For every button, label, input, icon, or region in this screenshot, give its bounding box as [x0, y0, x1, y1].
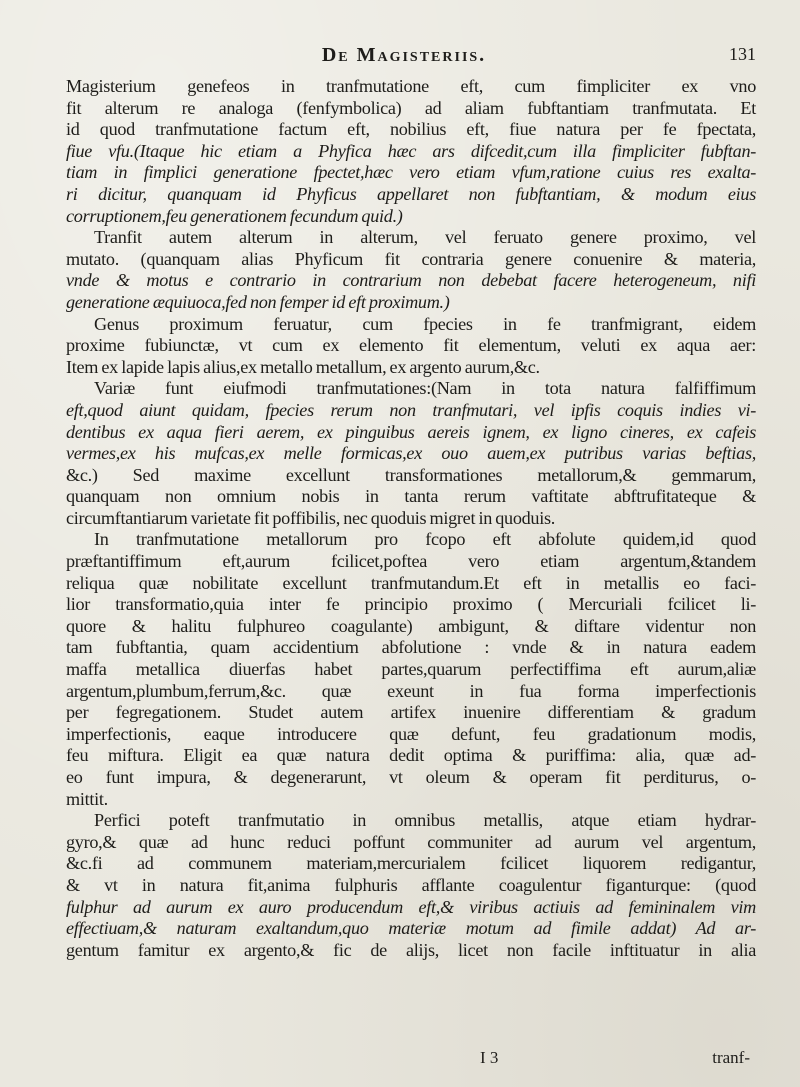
running-header — [48, 40, 760, 70]
text-line: ri dicitur, quanquam id Phyficus appellaret non fubftantiam, & modum eius — [66, 183, 756, 204]
text-line: lior transformatio,quia inter fe principio proximo ( Mercuriali fcilicet li- — [66, 594, 756, 615]
text-line: imperfectionis, eaque introducere quæ defunt, feu gradationum modis, — [66, 723, 756, 744]
text-line: &c.) Sed maxime excellunt transformationes metallorum,& gemmarum, — [66, 464, 756, 485]
text-line: fit alterum re analoga (fenfymbolica) ad aliam fubftantiam tranfmutata. Et — [66, 97, 756, 118]
running-title: De Magisteriis. — [321, 44, 487, 66]
text-line: dentibus ex aqua fieri aerem, ex pinguibus aereis ignem, ex ligno cineres, ex cafeis — [66, 421, 756, 442]
page-number: 131 — [729, 44, 756, 64]
text-line: feu miftura. Eligit ea quæ natura dedit optima & puriffima: alia, quæ ad- — [66, 745, 756, 766]
text-line: reliqua quæ nobilitate excellunt tranfmutandum.Et eft in metallis eo faci- — [66, 572, 756, 593]
text-line: Item ex lapide lapis alius,ex metallo metallum, ex argento aurum,&c. — [66, 356, 540, 377]
text-line: & vt in natura fit,anima fulphuris afflante coagulentur figanturque: (quod — [66, 874, 756, 895]
text-line: gentum famitur ex argento,& fic de alijs, licet non facile inftituatur in alia — [66, 939, 756, 960]
text-line: effectiuam,& naturam exaltandum,quo materiæ motum ad fimile addat) Ad ar- — [66, 918, 756, 939]
text-line: Magisterium genefeos in tranfmutatione eft, cum fimpliciter ex vno — [66, 76, 756, 96]
text-line: Genus proximum feruatur, cum fpecies in fe tranfmigrant, eidem — [94, 313, 756, 334]
text-line: per fegregationem. Studet autem artifex inuenire differentiam & gradum — [66, 702, 756, 723]
body-text — [66, 76, 756, 961]
text-line: maffa metallica diuerfas habet partes,quarum perfectiffima eft aurum,aliæ — [66, 659, 756, 680]
text-line: eo funt impura, & degenerarunt, vt oleum & operam fit perditurus, o- — [66, 767, 756, 787]
text-line: vermes,ex his mufcas,ex melle formicas,ex ouo auem,ex putribus varias beftias, — [66, 443, 756, 464]
catchword: tranf- — [712, 1048, 750, 1067]
text-line: eft,quod aiunt quidam, fpecies rerum non tranfmutari, vel ipfis coquis indies vi- — [66, 399, 756, 420]
text-line: Perfici poteft tranfmutatio in omnibus metallis, atque etiam hydrar- — [94, 810, 756, 831]
text-line: gyro,& quæ ad hunc reduci poffunt communiter ad aurum vel argentum, — [66, 831, 756, 852]
text-line: Tranfit autem alterum in alterum, vel feruato genere proximo, vel — [94, 227, 756, 248]
text-line: mittit. — [66, 788, 108, 809]
text-line: mutato. (quanquam alias Phyficum fit contraria genere conuenire & materia, — [66, 248, 756, 269]
signature-mark: I 3 — [480, 1048, 499, 1067]
text-line: In tranfmutatione metallorum pro fcopo eft abfolute quidem,id quod — [94, 529, 756, 550]
page-footer — [66, 1048, 756, 1072]
text-line: &c.fi ad communem materiam,mercurialem fcilicet liquorem redigantur, — [66, 853, 756, 874]
text-line: vnde & motus e contrario in contrarium non debebat facere heterogeneum, nifi — [66, 270, 756, 291]
text-line: Variæ funt eiufmodi tranfmutationes:(Nam in tota natura falfiffimum — [94, 378, 756, 399]
text-line: quanquam non omnium nobis in tanta rerum vaftitate abftrufitateque & — [66, 486, 756, 507]
text-line: generatione æquiuoca,fed non femper id eft proximum.) — [66, 291, 450, 312]
text-line: argentum,plumbum,ferrum,&c. quæ exeunt in fua forma imperfectionis — [66, 680, 756, 701]
text-line: proxime fubiunctæ, vt cum ex elemento fit elementum, veluti ex aqua aer: — [66, 335, 756, 356]
text-line: fulphur ad aurum ex auro producendum eft,& viribus actiuis ad femininalem vim — [66, 896, 756, 917]
text-line: corruptionem,feu generationem fecundum quid.) — [66, 205, 403, 226]
text-line: fiue vfu.(Itaque hic etiam a Phyfica hæc ars difcedit,cum illa fimpliciter fubftan- — [66, 140, 756, 161]
text-line: id quod tranfmutatione factum eft, nobilius eft, fiue natura per fe fpectata, — [66, 119, 756, 140]
text-line: tiam in fimplici generatione fpectet,hæc vero etiam vfum,ratione cuius res exalta- — [66, 162, 756, 183]
text-line: circumftantiarum varietate fit poffibilis, nec quoduis migret in quoduis. — [66, 507, 555, 528]
text-line: tam fubftantia, quam accidentium abfolutione : vnde & in natura eadem — [66, 637, 756, 658]
text-line: præftantiffimum eft,aurum fcilicet,poftea vero etiam argentum,&tandem — [66, 551, 756, 572]
text-line: quore & halitu fulphureo coagulante) ambigunt, & diftare videntur non — [66, 615, 756, 636]
